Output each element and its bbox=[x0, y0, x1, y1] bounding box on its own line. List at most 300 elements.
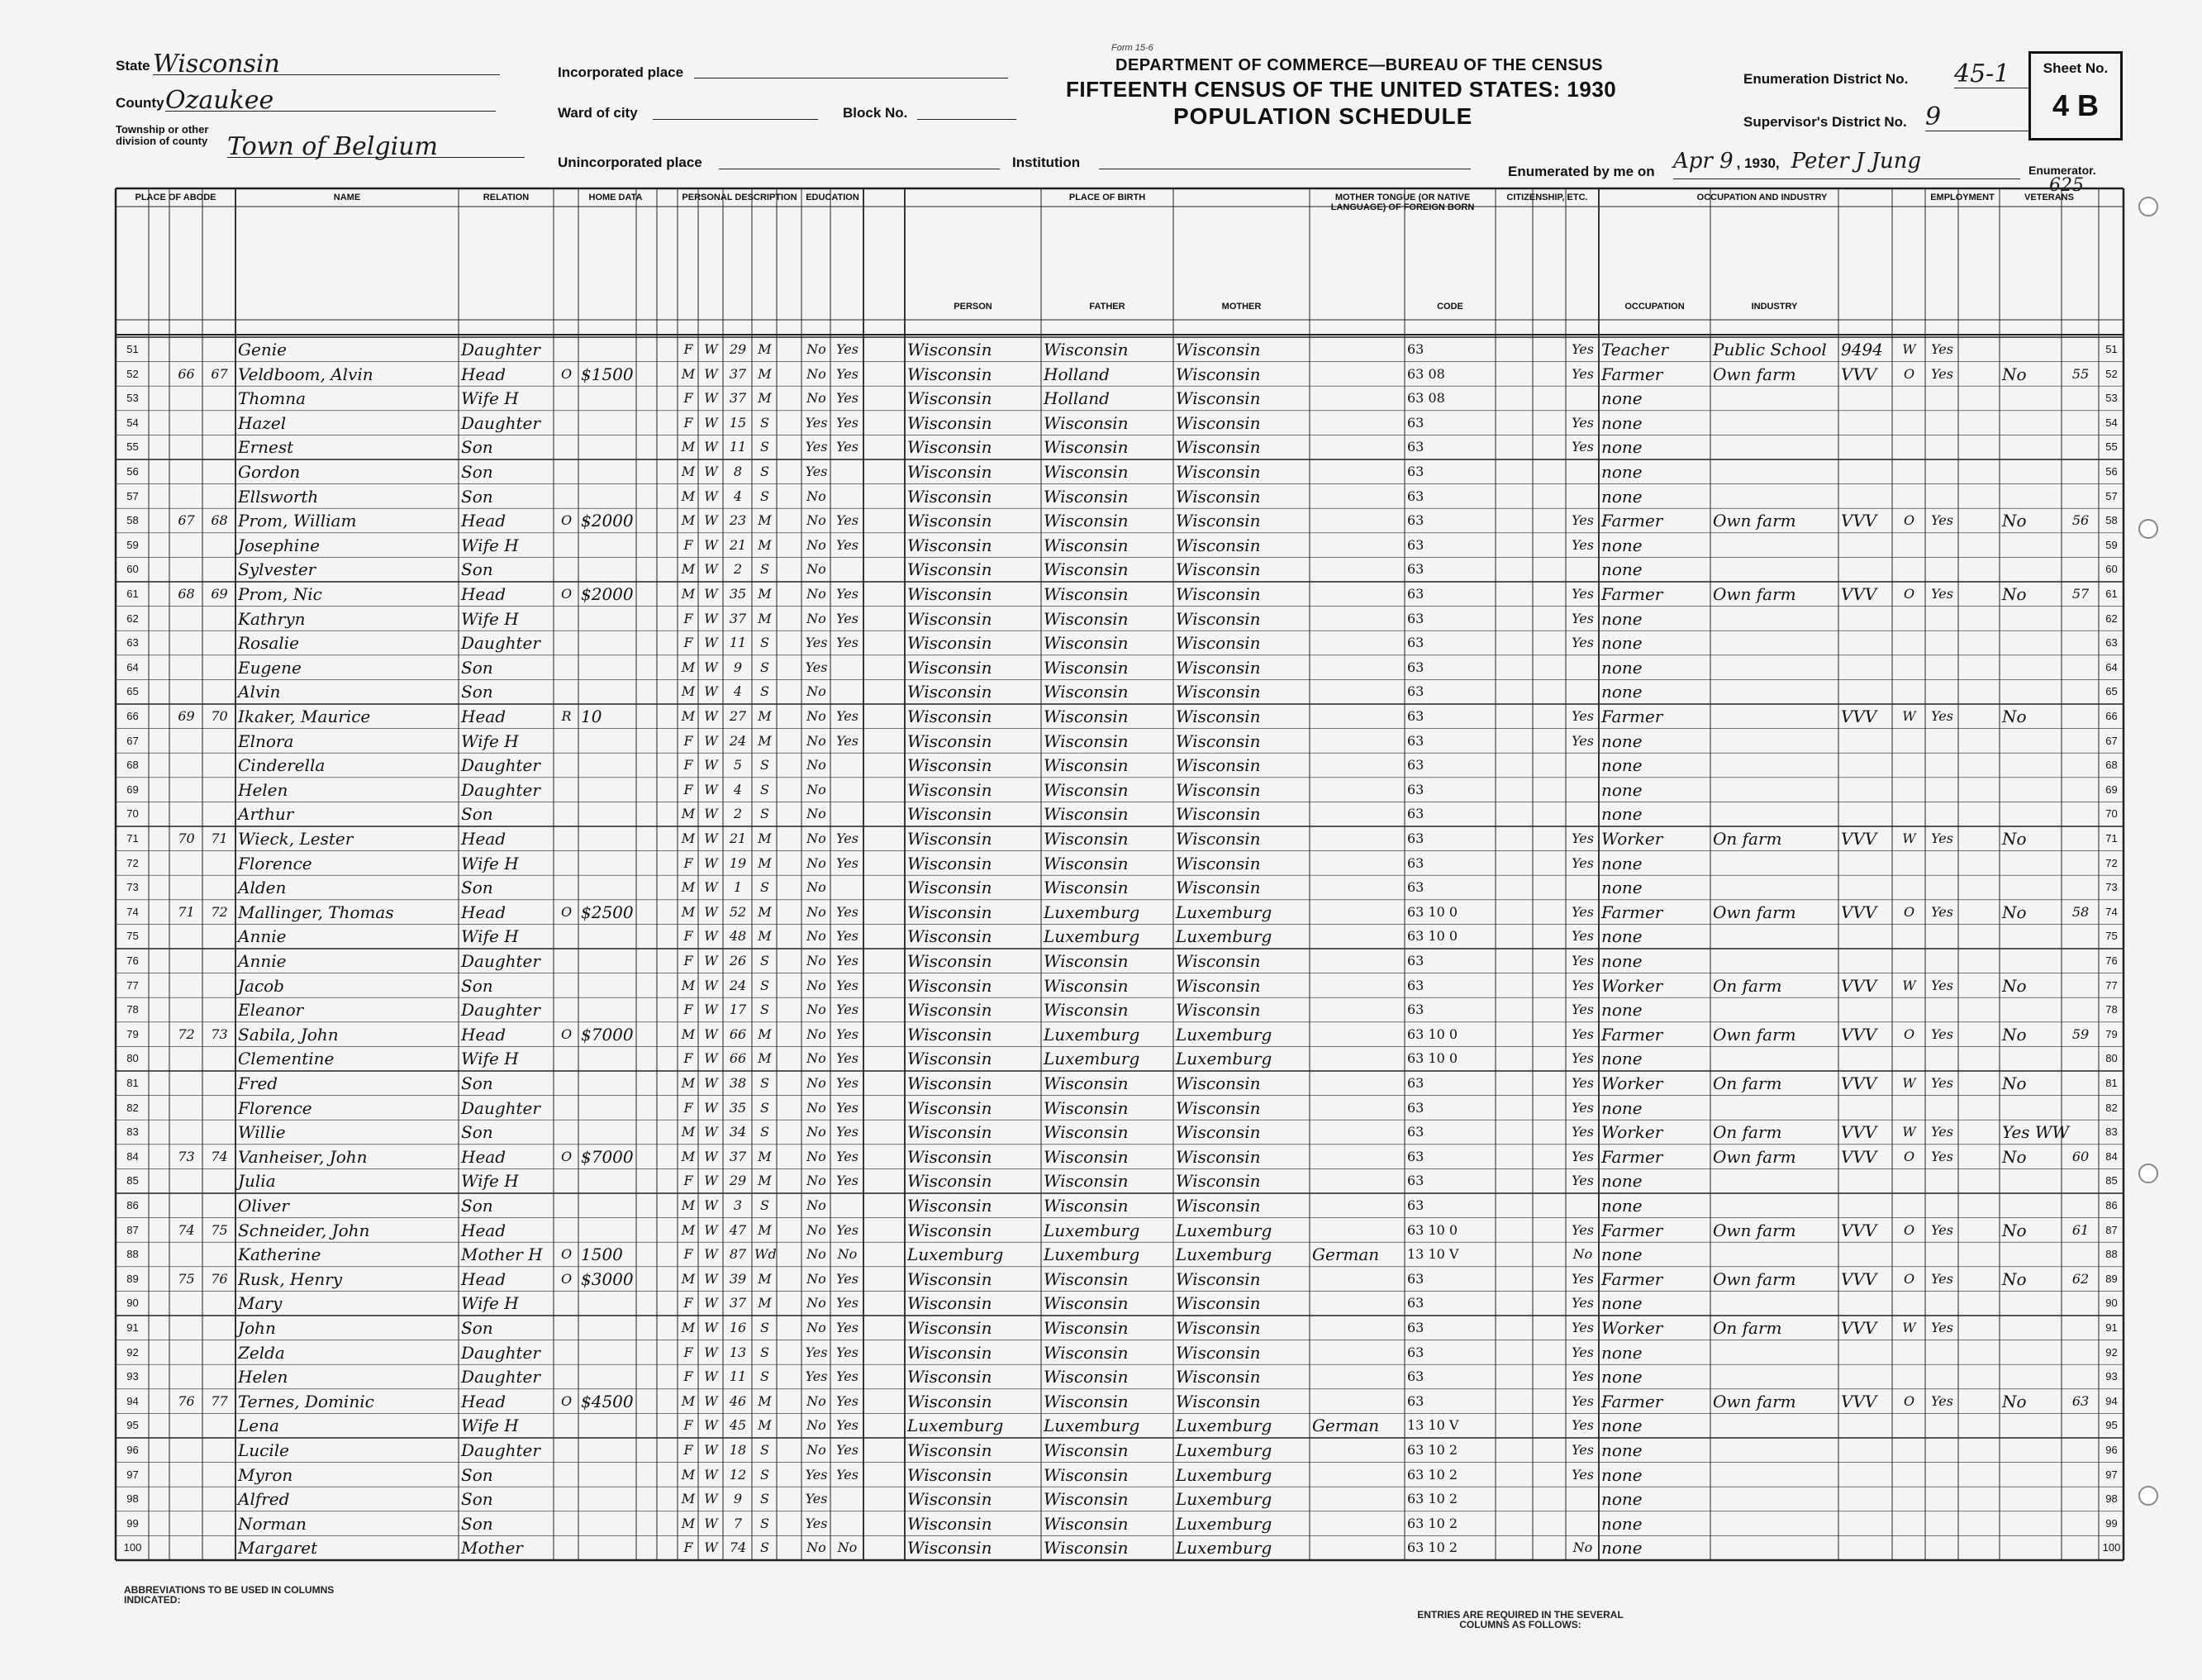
cell-rel: Daughter bbox=[461, 779, 540, 800]
cell-code: 13 10 V bbox=[1407, 1417, 1459, 1434]
cell-race: W bbox=[704, 512, 718, 529]
cell-fbp: Wisconsin bbox=[1044, 1293, 1129, 1314]
cell-age: 27 bbox=[729, 708, 747, 724]
cell-mbp: Luxemburg bbox=[1176, 926, 1272, 947]
cell-n: 98 bbox=[126, 1492, 139, 1506]
cell-race: W bbox=[704, 1173, 718, 1189]
cell-f: 75 bbox=[211, 1221, 228, 1238]
cell-rel: Daughter bbox=[461, 340, 540, 359]
cell-bp: Wisconsin bbox=[907, 853, 992, 873]
cell-fbp: Wisconsin bbox=[1044, 779, 1129, 800]
cell-cls: O bbox=[1903, 903, 1915, 920]
cell-mbp: Wisconsin bbox=[1176, 829, 1261, 849]
cell-n2: 74 bbox=[2105, 905, 2118, 918]
cell-n: 81 bbox=[126, 1077, 139, 1089]
cell-f: 77 bbox=[211, 1392, 228, 1409]
cell-ms: M bbox=[758, 830, 772, 846]
cell-age: 15 bbox=[729, 414, 747, 431]
column-group-citizenship: CITIZENSHIP, ETC. bbox=[1506, 193, 1588, 202]
cell-rel: Wife H bbox=[461, 731, 519, 751]
cell-val: $2500 bbox=[581, 902, 634, 922]
cell-age: 5 bbox=[733, 757, 743, 773]
cell-rel: Son bbox=[461, 1122, 493, 1143]
cell-rel: Head bbox=[461, 584, 507, 604]
cell-bp: Wisconsin bbox=[907, 486, 992, 507]
cell-bp: Wisconsin bbox=[907, 1391, 992, 1411]
cell-eng: Yes bbox=[1572, 1221, 1594, 1238]
cell-ed: No bbox=[806, 953, 826, 968]
cell-name: Lucile bbox=[238, 1440, 289, 1460]
cell-rel: Head bbox=[461, 1024, 507, 1045]
cell-mbp: Luxemburg bbox=[1176, 1440, 1272, 1460]
cell-age: 37 bbox=[729, 365, 747, 382]
cell-icode: VVV bbox=[1841, 975, 1877, 996]
cell-rel: Wife H bbox=[461, 1171, 519, 1192]
cell-age: 52 bbox=[729, 903, 747, 920]
cell-occ: none bbox=[1601, 878, 1643, 898]
cell-bp: Wisconsin bbox=[907, 437, 992, 458]
cell-name: Cinderella bbox=[238, 755, 326, 776]
enumerator-code: 625 bbox=[2049, 175, 2084, 196]
cell-mbp: Wisconsin bbox=[1176, 878, 1261, 898]
cell-code: 63 bbox=[1407, 1075, 1424, 1091]
cell-age: 21 bbox=[729, 830, 747, 846]
cell-occ: none bbox=[1601, 1416, 1643, 1436]
cell-fbp: Wisconsin bbox=[1044, 340, 1129, 359]
cell-icode: VVV bbox=[1841, 1024, 1877, 1045]
township-value: Town of Belgium bbox=[227, 132, 438, 161]
cell-val: $1500 bbox=[581, 364, 634, 384]
cell-work: Yes bbox=[1931, 1270, 1953, 1287]
cell-icode: VVV bbox=[1841, 1268, 1877, 1289]
cell-ms: M bbox=[758, 854, 772, 871]
cell-n2: 91 bbox=[2105, 1321, 2118, 1334]
cell-race: W bbox=[704, 1002, 718, 1018]
cell-name: Rusk, Henry bbox=[238, 1268, 343, 1289]
cell-occ: Teacher bbox=[1601, 340, 1669, 359]
cell-n: 79 bbox=[126, 1027, 139, 1040]
cell-bp: Wisconsin bbox=[907, 755, 992, 776]
cell-eng: Yes bbox=[1572, 1270, 1594, 1287]
cell-sex: M bbox=[681, 586, 696, 602]
cell-age: 21 bbox=[729, 536, 747, 553]
cell-fbp: Wisconsin bbox=[1044, 1440, 1129, 1460]
cell-age: 11 bbox=[729, 1368, 747, 1385]
cell-age: 24 bbox=[729, 977, 747, 993]
cell-race: W bbox=[704, 1417, 718, 1434]
cell-lit: Yes bbox=[836, 1075, 858, 1091]
cell-sex: F bbox=[683, 1002, 693, 1018]
cell-bp: Wisconsin bbox=[907, 707, 992, 726]
cell-mbp: Wisconsin bbox=[1176, 511, 1261, 531]
cell-icode: VVV bbox=[1841, 1146, 1877, 1167]
cell-cls: O bbox=[1903, 1270, 1915, 1287]
cell-code: 63 10 2 bbox=[1407, 1491, 1458, 1507]
cell-eng: Yes bbox=[1572, 1148, 1594, 1164]
cell-age: 13 bbox=[729, 1344, 747, 1360]
cell-occ: Farmer bbox=[1601, 584, 1663, 604]
cell-n2: 78 bbox=[2105, 1003, 2118, 1016]
cell-occ: Worker bbox=[1601, 829, 1663, 849]
cell-age: 23 bbox=[729, 512, 747, 529]
cell-ed: No bbox=[806, 586, 826, 602]
cell-icode: VVV bbox=[1841, 364, 1877, 384]
column-group-personal-description: PERSONAL DESCRIPTION bbox=[682, 193, 797, 202]
cell-name: Annie bbox=[238, 926, 287, 947]
cell-race: W bbox=[704, 536, 718, 553]
cell-ind: Public School bbox=[1713, 340, 1827, 359]
cell-code: 63 bbox=[1407, 1392, 1424, 1409]
cell-sex: F bbox=[683, 854, 693, 871]
cell-age: 45 bbox=[729, 1417, 747, 1434]
cell-sex: M bbox=[681, 1221, 696, 1238]
cell-name: Zelda bbox=[238, 1342, 285, 1363]
cell-n2: 95 bbox=[2105, 1419, 2118, 1432]
cell-n2: 84 bbox=[2105, 1149, 2118, 1163]
cell-name: Prom, William bbox=[238, 511, 357, 531]
state-label: State bbox=[116, 58, 150, 74]
cell-icode: VVV bbox=[1841, 902, 1877, 922]
cell-f: 72 bbox=[211, 903, 228, 920]
incorporated-label: Incorporated place bbox=[558, 64, 684, 80]
cell-name: Oliver bbox=[238, 1196, 289, 1216]
cell-fbp: Wisconsin bbox=[1044, 1073, 1129, 1093]
cell-race: W bbox=[704, 781, 718, 797]
cell-mbp: Wisconsin bbox=[1176, 1097, 1261, 1118]
cell-ms: S bbox=[760, 977, 769, 993]
cell-fbp: Wisconsin bbox=[1044, 829, 1129, 849]
cell-rel: Son bbox=[461, 1196, 493, 1216]
cell-race: W bbox=[704, 1075, 718, 1091]
cell-fbp: Wisconsin bbox=[1044, 1342, 1129, 1363]
cell-bp: Wisconsin bbox=[907, 608, 992, 629]
cell-occ: none bbox=[1601, 731, 1643, 751]
cell-rel: Head bbox=[461, 707, 507, 726]
column-group-occupation-industry: OCCUPATION AND INDUSTRY bbox=[1696, 193, 1828, 202]
column-group-name: NAME bbox=[333, 193, 361, 202]
cell-fbp: Wisconsin bbox=[1044, 1122, 1129, 1143]
cell-vet: No bbox=[2002, 1024, 2027, 1045]
cell-race: W bbox=[704, 341, 718, 357]
cell-sex: M bbox=[681, 708, 696, 724]
cell-bp: Wisconsin bbox=[907, 1268, 992, 1289]
cell-race: W bbox=[704, 953, 718, 968]
cell-ms: M bbox=[758, 903, 772, 920]
cell-race: W bbox=[704, 1515, 718, 1531]
cell-fbp: Wisconsin bbox=[1044, 412, 1129, 433]
cell-eng: Yes bbox=[1572, 1099, 1594, 1116]
cell-sex: F bbox=[683, 1417, 693, 1434]
cell-rel: Daughter bbox=[461, 1000, 540, 1021]
cell-sex: F bbox=[683, 1368, 693, 1385]
cell-lit: Yes bbox=[836, 854, 858, 871]
cell-sex: M bbox=[681, 1075, 696, 1091]
cell-ms: S bbox=[760, 659, 769, 675]
cell-rel: Son bbox=[461, 657, 493, 678]
cell-age: 2 bbox=[733, 561, 743, 578]
cell-d: 67 bbox=[178, 512, 195, 529]
cell-lit: Yes bbox=[836, 732, 858, 749]
cell-ms: M bbox=[758, 1173, 772, 1189]
cell-farm: 62 bbox=[2071, 1270, 2090, 1287]
cell-vet: Yes WW bbox=[2002, 1122, 2070, 1143]
cell-mbp: Wisconsin bbox=[1176, 1171, 1261, 1192]
cell-mbp: Wisconsin bbox=[1176, 535, 1261, 555]
cell-mbp: Wisconsin bbox=[1176, 707, 1261, 726]
cell-ms: S bbox=[760, 1540, 769, 1556]
cell-code: 63 10 2 bbox=[1407, 1515, 1458, 1531]
cell-occ: Worker bbox=[1601, 975, 1663, 996]
cell-d: 74 bbox=[178, 1221, 195, 1238]
cell-ed: Yes bbox=[805, 1466, 828, 1482]
cell-n: 58 bbox=[126, 514, 139, 527]
cell-rel: Head bbox=[461, 1146, 507, 1167]
cell-occ: none bbox=[1601, 1367, 1643, 1387]
cell-bp: Wisconsin bbox=[907, 388, 992, 409]
cell-n2: 57 bbox=[2105, 489, 2118, 502]
cell-n2: 56 bbox=[2105, 465, 2118, 478]
column-group-home-data: HOME DATA bbox=[588, 193, 643, 202]
cell-name: Julia bbox=[238, 1171, 276, 1192]
cell-n: 86 bbox=[126, 1199, 139, 1211]
cell-occ: none bbox=[1601, 437, 1643, 458]
cell-mbp: Wisconsin bbox=[1176, 682, 1261, 702]
cell-ed: No bbox=[806, 536, 826, 553]
cell-fbp: Holland bbox=[1044, 388, 1110, 409]
cell-ms: S bbox=[760, 561, 769, 578]
cell-race: W bbox=[704, 1026, 718, 1042]
cell-ed: No bbox=[806, 928, 826, 945]
cell-cls: W bbox=[1902, 1124, 1916, 1140]
cell-n: 75 bbox=[126, 930, 139, 943]
cell-age: 37 bbox=[729, 1295, 747, 1311]
cell-ms: S bbox=[760, 1368, 769, 1385]
cell-eng: Yes bbox=[1572, 1050, 1594, 1067]
sheet-value: 4 B bbox=[2052, 88, 2100, 122]
cell-own: O bbox=[560, 586, 573, 602]
cell-n2: 85 bbox=[2105, 1174, 2118, 1187]
cell-n2: 87 bbox=[2105, 1223, 2118, 1236]
cell-ed: Yes bbox=[805, 1491, 828, 1507]
cell-fbp: Luxemburg bbox=[1044, 926, 1140, 947]
cell-rel: Head bbox=[461, 511, 507, 531]
cell-code: 63 bbox=[1407, 414, 1424, 431]
column-group-mother-tongue: MOTHER TONGUE (OR NATIVE LANGUAGE) OF FOREIGN BORN bbox=[1330, 193, 1475, 212]
cell-n2: 66 bbox=[2105, 710, 2118, 722]
cell-sex: F bbox=[683, 414, 693, 431]
cell-ms: S bbox=[760, 414, 769, 431]
cell-race: W bbox=[704, 757, 718, 773]
cell-name: Annie bbox=[238, 951, 287, 971]
cell-sex: F bbox=[683, 953, 693, 968]
cell-n2: 62 bbox=[2105, 612, 2118, 625]
cell-sex: F bbox=[683, 1173, 693, 1189]
cell-race: W bbox=[704, 1344, 718, 1360]
cell-lit: Yes bbox=[836, 1417, 858, 1434]
cell-rel: Wife H bbox=[461, 1049, 519, 1069]
cell-race: W bbox=[704, 1124, 718, 1140]
cell-icode: VVV bbox=[1841, 511, 1877, 531]
enumerated-year: , 1930, bbox=[1736, 155, 1780, 171]
cell-ind: Own farm bbox=[1713, 902, 1796, 922]
cell-fbp: Wisconsin bbox=[1044, 608, 1129, 629]
cell-own: O bbox=[560, 1148, 573, 1164]
cell-code: 63 bbox=[1407, 464, 1424, 479]
cell-val: $4500 bbox=[581, 1391, 634, 1411]
cell-work: Yes bbox=[1931, 1075, 1953, 1091]
cell-n: 56 bbox=[126, 465, 139, 478]
cell-bp: Wisconsin bbox=[907, 1024, 992, 1045]
cell-occ: none bbox=[1601, 804, 1643, 825]
cell-bp: Wisconsin bbox=[907, 1513, 992, 1534]
cell-name: Hazel bbox=[238, 412, 287, 433]
cell-rel: Wife H bbox=[461, 1293, 519, 1314]
cell-ms: S bbox=[760, 464, 769, 479]
cell-age: 24 bbox=[729, 732, 747, 749]
cell-work: Yes bbox=[1931, 830, 1953, 846]
punch-hole-icon bbox=[2138, 1486, 2158, 1506]
state-value: Wisconsin bbox=[153, 50, 280, 79]
cell-name: Lena bbox=[238, 1416, 279, 1436]
cell-work: Yes bbox=[1931, 1124, 1953, 1140]
cell-code: 63 bbox=[1407, 635, 1424, 651]
cell-sex: M bbox=[681, 512, 696, 529]
cell-lit: Yes bbox=[836, 1368, 858, 1385]
cell-rel: Son bbox=[461, 1513, 493, 1534]
column-group-employment: EMPLOYMENT bbox=[1930, 193, 1995, 202]
cell-race: W bbox=[704, 1320, 718, 1335]
cell-occ: none bbox=[1601, 951, 1643, 971]
cell-race: W bbox=[704, 928, 718, 945]
cell-farm: 63 bbox=[2071, 1392, 2090, 1409]
cell-name: Willie bbox=[238, 1122, 286, 1143]
cell-occ: Farmer bbox=[1601, 1024, 1663, 1045]
cell-eng: Yes bbox=[1572, 708, 1594, 724]
cell-n2: 89 bbox=[2105, 1272, 2118, 1285]
cell-ed: No bbox=[806, 903, 826, 920]
cell-val: 10 bbox=[581, 707, 602, 726]
cell-race: W bbox=[704, 806, 718, 822]
cell-n: 93 bbox=[126, 1370, 139, 1383]
cell-n: 94 bbox=[126, 1394, 139, 1407]
cell-ind: Own farm bbox=[1713, 364, 1796, 384]
sheet-label: Sheet No. bbox=[2043, 60, 2109, 76]
cell-code: 63 bbox=[1407, 488, 1424, 504]
cell-mbp: Wisconsin bbox=[1176, 853, 1261, 873]
cell-fbp: Wisconsin bbox=[1044, 1097, 1129, 1118]
cell-mbp: Luxemburg bbox=[1176, 1416, 1272, 1436]
cell-fbp: Wisconsin bbox=[1044, 1489, 1129, 1510]
cell-n: 80 bbox=[126, 1052, 139, 1065]
cell-lit: Yes bbox=[836, 414, 858, 431]
cell-ed: No bbox=[806, 1540, 826, 1556]
cell-code: 63 08 bbox=[1407, 365, 1445, 382]
cell-code: 63 bbox=[1407, 854, 1424, 871]
cell-lit: Yes bbox=[836, 635, 858, 651]
cell-rel: Wife H bbox=[461, 608, 519, 629]
cell-n2: 51 bbox=[2105, 343, 2118, 355]
column-group-place-of-birth: PLACE OF BIRTH bbox=[1068, 193, 1146, 202]
cell-ms: M bbox=[758, 1148, 772, 1164]
cell-bp: Wisconsin bbox=[907, 804, 992, 825]
cell-occ: Farmer bbox=[1601, 1220, 1663, 1240]
cell-n: 51 bbox=[126, 343, 139, 355]
department-title: DEPARTMENT OF COMMERCE—BUREAU OF THE CENSUS bbox=[1115, 56, 1604, 74]
cell-bp: Wisconsin bbox=[907, 1122, 992, 1143]
cell-lit: Yes bbox=[836, 512, 858, 529]
cell-age: 8 bbox=[733, 464, 743, 479]
cell-n: 61 bbox=[126, 588, 139, 600]
cell-eng: Yes bbox=[1572, 1344, 1594, 1360]
cell-race: W bbox=[704, 1295, 718, 1311]
cell-race: W bbox=[704, 659, 718, 675]
cell-rel: Son bbox=[461, 975, 493, 996]
cell-age: 29 bbox=[729, 341, 747, 357]
cell-cls: W bbox=[1902, 341, 1916, 357]
cell-lit: Yes bbox=[836, 536, 858, 553]
cell-ms: M bbox=[758, 1270, 772, 1287]
cell-bp: Wisconsin bbox=[907, 1196, 992, 1216]
cell-d: 71 bbox=[178, 903, 195, 920]
cell-bp: Wisconsin bbox=[907, 1293, 992, 1314]
cell-race: W bbox=[704, 1246, 718, 1263]
cell-sex: M bbox=[681, 1392, 696, 1409]
cell-rel: Wife H bbox=[461, 926, 519, 947]
cell-fbp: Wisconsin bbox=[1044, 1391, 1129, 1411]
institution-label: Institution bbox=[1012, 155, 1081, 170]
cell-mbp: Wisconsin bbox=[1176, 1196, 1261, 1216]
cell-name: Sylvester bbox=[238, 559, 316, 580]
cell-race: W bbox=[704, 488, 718, 504]
cell-race: W bbox=[704, 586, 718, 602]
cell-rel: Daughter bbox=[461, 1367, 540, 1387]
cell-name: Thomna bbox=[238, 388, 307, 409]
cell-bp: Wisconsin bbox=[907, 559, 992, 580]
cell-n2: 63 bbox=[2105, 636, 2118, 650]
cell-fbp: Wisconsin bbox=[1044, 486, 1129, 507]
cell-lit: Yes bbox=[836, 1442, 858, 1458]
cell-sex: M bbox=[681, 659, 696, 675]
cell-ed: No bbox=[806, 1392, 826, 1409]
cell-eng: Yes bbox=[1572, 1026, 1594, 1042]
cell-work: Yes bbox=[1931, 1148, 1953, 1164]
cell-bp: Wisconsin bbox=[907, 682, 992, 702]
cell-n2: 72 bbox=[2105, 856, 2118, 869]
cell-mbp: Wisconsin bbox=[1176, 559, 1261, 580]
cell-fbp: Luxemburg bbox=[1044, 1024, 1140, 1045]
cell-code: 63 bbox=[1407, 683, 1424, 700]
cell-rel: Son bbox=[461, 462, 493, 482]
form-number: Form 15-6 bbox=[1111, 43, 1153, 53]
cell-n: 67 bbox=[126, 734, 139, 747]
cell-race: W bbox=[704, 879, 718, 896]
cell-occ: Worker bbox=[1601, 1318, 1663, 1338]
cell-lit: Yes bbox=[836, 1050, 858, 1067]
cell-n2: 100 bbox=[2102, 1541, 2121, 1554]
cell-ms: M bbox=[758, 1392, 772, 1409]
cell-farm: 57 bbox=[2071, 586, 2090, 602]
cell-tongue: German bbox=[1312, 1245, 1380, 1265]
cell-name: Rosalie bbox=[238, 633, 299, 654]
cell-ed: No bbox=[806, 610, 826, 626]
cell-name: Prom, Nic bbox=[238, 584, 322, 604]
cell-fbp: Wisconsin bbox=[1044, 633, 1129, 654]
cell-work: Yes bbox=[1931, 903, 1953, 920]
cell-code: 63 bbox=[1407, 586, 1424, 602]
cell-code: 63 bbox=[1407, 610, 1424, 626]
cell-eng: Yes bbox=[1572, 977, 1594, 993]
cell-rel: Daughter bbox=[461, 1342, 540, 1363]
